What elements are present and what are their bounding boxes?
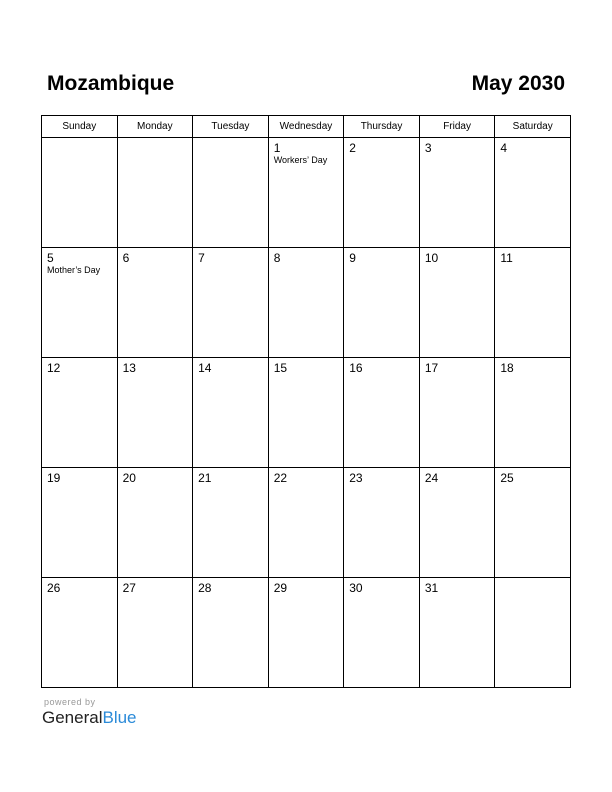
day-number: 15: [273, 361, 288, 375]
day-number: 21: [198, 471, 212, 485]
day-number: 26: [47, 581, 61, 595]
day-number: 6: [122, 251, 130, 265]
day-number: 14: [198, 361, 212, 375]
day-cell: [344, 358, 420, 468]
day-number: 11: [500, 251, 513, 265]
day-cell: [268, 138, 344, 248]
day-cell: [193, 468, 269, 578]
day-number: 25: [500, 471, 514, 485]
generalblue-logo[interactable]: [42, 708, 137, 728]
day-cell: [419, 358, 495, 468]
day-number: 17: [424, 361, 439, 375]
day-number: 8: [273, 251, 281, 265]
day-cell: [344, 578, 420, 688]
day-number: 7: [198, 251, 205, 265]
day-cell: [42, 468, 118, 578]
day-cell: [344, 138, 420, 248]
day-cell: [495, 138, 571, 248]
day-cell: [419, 468, 495, 578]
week-row: [42, 358, 571, 468]
day-cell: [117, 578, 193, 688]
calendar-country-title: Mozambique: [47, 72, 175, 95]
week-row: [42, 138, 571, 248]
day-cell: [495, 358, 571, 468]
weekday-header-row: [42, 116, 571, 138]
day-cell: [193, 358, 269, 468]
day-number: [42, 138, 117, 141]
logo-text-general: General: [42, 708, 103, 727]
day-number: 16: [349, 361, 363, 375]
day-number: 24: [424, 471, 439, 485]
day-cell: [117, 358, 193, 468]
day-number: 4: [500, 141, 508, 155]
day-cell: [268, 578, 344, 688]
day-number: 5: [47, 251, 54, 265]
powered-by-text: powered by: [44, 697, 96, 707]
day-cell: [344, 468, 420, 578]
weekday-header: Monday: [117, 116, 193, 138]
day-number: 20: [122, 471, 136, 485]
day-cell: [42, 138, 118, 248]
day-number: 31: [424, 581, 439, 595]
day-cell: [42, 578, 118, 688]
day-cell: [495, 578, 571, 688]
day-number: [193, 138, 268, 141]
weekday-header: Tuesday: [193, 116, 269, 138]
day-cell: [117, 248, 193, 358]
day-cell: [117, 468, 193, 578]
day-number: 28: [198, 581, 212, 595]
weekday-header: Saturday: [495, 116, 571, 138]
day-cell: [117, 138, 193, 248]
holiday-label: Workers’ Day: [273, 155, 328, 165]
day-cell: [495, 468, 571, 578]
day-number: 27: [122, 581, 136, 595]
calendar-month-title: May 2030: [471, 72, 565, 95]
day-number: 13: [122, 361, 136, 375]
day-number: [495, 578, 570, 581]
day-number: 9: [349, 251, 356, 265]
day-cell: [42, 248, 118, 358]
logo-text-blue: Blue: [102, 708, 137, 727]
weekday-header: Wednesday: [268, 116, 344, 138]
day-number: 22: [273, 471, 288, 485]
day-number: 2: [349, 141, 356, 155]
day-cell: [344, 248, 420, 358]
week-row: [42, 248, 571, 358]
day-cell: [419, 578, 495, 688]
day-cell: [193, 138, 269, 248]
day-cell: [268, 248, 344, 358]
day-cell: [495, 248, 571, 358]
day-number: 1: [273, 141, 281, 155]
day-number: 3: [424, 141, 432, 155]
day-cell: [193, 578, 269, 688]
week-row: [42, 468, 571, 578]
day-cell: [268, 468, 344, 578]
weekday-header: Thursday: [344, 116, 420, 138]
day-number: 23: [349, 471, 363, 485]
day-number: 12: [47, 361, 61, 375]
day-number: 30: [349, 581, 363, 595]
weekday-header: Sunday: [42, 116, 118, 138]
holiday-label: Mother’s Day: [47, 265, 101, 275]
day-cell: [42, 358, 118, 468]
day-number: 29: [273, 581, 288, 595]
day-cell: [268, 358, 344, 468]
day-cell: [419, 138, 495, 248]
day-number: 18: [500, 361, 514, 375]
day-number: 10: [424, 251, 439, 265]
calendar-grid: [41, 115, 571, 688]
week-row: [42, 578, 571, 688]
weekday-header: Friday: [419, 116, 495, 138]
day-number: 19: [47, 471, 61, 485]
day-cell: [193, 248, 269, 358]
day-cell: [419, 248, 495, 358]
day-number: [118, 138, 193, 141]
